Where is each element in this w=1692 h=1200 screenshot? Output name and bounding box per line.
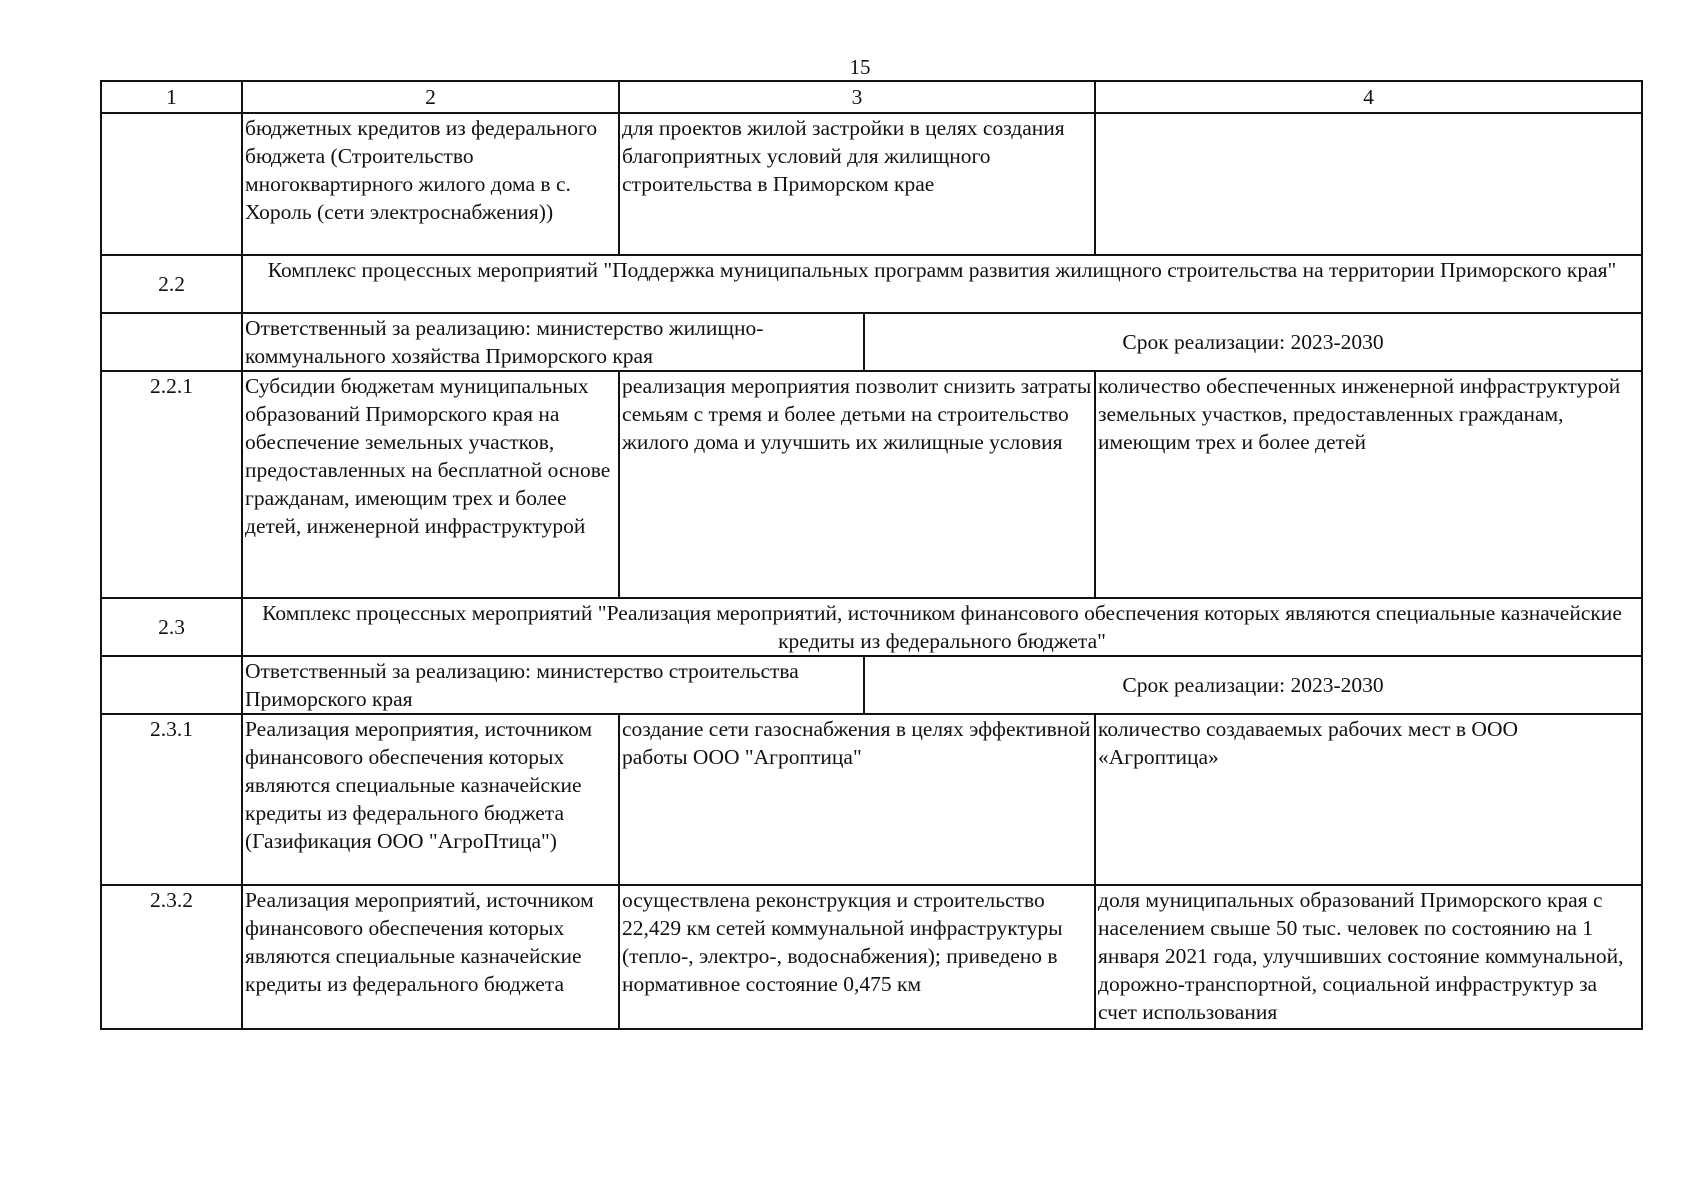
measure-name-cell: бюджетных кредитов из федерального бюджета (Строительство многоквартирного жилого дома в с. Хороль (сети электроснабжения)) [242, 113, 619, 255]
measure-result-cell: создание сети газоснабжения в целях эффективной работы ООО "Агроптица" [619, 714, 1095, 885]
section-number: 2.2 [101, 255, 242, 313]
responsible-term-cell [242, 313, 1642, 371]
section-title: Комплекс процессных мероприятий "Реализация мероприятий, источником финансового обеспечения которых являются специальные казначейские кредиты из федерального бюджета" [242, 598, 1642, 656]
table-row [101, 714, 1642, 885]
measure-name-cell: Реализация мероприятий, источником финансового обеспечения которых являются специальные казначейские кредиты из федерального бюджета [242, 885, 619, 1029]
column-number-2: 2 [242, 81, 619, 113]
document-table-container [100, 80, 1641, 1030]
row-number [101, 113, 242, 255]
responsible-text: Ответственный за реализацию: министерство строительства Приморского края [243, 657, 865, 713]
row-number: 2.2.1 [101, 371, 242, 598]
indicator-cell: доля муниципальных образований Приморского края с населением свыше 50 тыс. человек по состоянию на 1 января 2021 года, улучшивших состояние коммунальной, дорожно-транспортной, социальной инфраструктур за счет использования [1095, 885, 1642, 1029]
row-number-empty [101, 313, 242, 371]
column-number-1: 1 [101, 81, 242, 113]
measure-result-cell: реализация мероприятия позволит снизить затраты семьям с тремя и более детьми на строительство жилого дома и улучшить их жилищные условия [619, 371, 1095, 598]
section-header-row [101, 255, 1642, 313]
section-title: Комплекс процессных мероприятий "Поддержка муниципальных программ развития жилищного строительства на территории Приморского края" [242, 255, 1642, 313]
responsible-row [101, 656, 1642, 714]
table-row [101, 885, 1642, 1029]
responsible-text: Ответственный за реализацию: министерство жилищно-коммунального хозяйства Приморского края [243, 314, 865, 370]
term-text: Срок реализации: 2023-2030 [1122, 330, 1384, 354]
row-number: 2.3.1 [101, 714, 242, 885]
indicator-cell: количество обеспеченных инженерной инфраструктурой земельных участков, предоставленных гражданам, имеющим трех и более детей [1095, 371, 1642, 598]
measure-result-cell: осуществлена реконструкция и строительство 22,429 км сетей коммунальной инфраструктуры (тепло-, электро-, водоснабжения); приведено в нормативное состояние 0,475 км [619, 885, 1095, 1029]
column-number-4: 4 [1095, 81, 1642, 113]
table-row [101, 113, 1642, 255]
section-header-row [101, 598, 1642, 656]
column-numbers-row [101, 81, 1642, 113]
responsible-term-cell [242, 656, 1642, 714]
measures-table [100, 80, 1643, 1030]
row-number: 2.3.2 [101, 885, 242, 1029]
table-row [101, 371, 1642, 598]
measure-name-cell: Субсидии бюджетам муниципальных образований Приморского края на обеспечение земельных участков, предоставленных на бесплатной основе гражданам, имеющим трех и более детей, инженерной инфраструктурой [242, 371, 619, 598]
indicator-cell [1095, 113, 1642, 255]
page-number: 15 [849, 55, 871, 79]
measure-name-cell: Реализация мероприятия, источником финансового обеспечения которых являются специальные казначейские кредиты из федерального бюджета (Газификация ООО "АгроПтица") [242, 714, 619, 885]
section-number: 2.3 [101, 598, 242, 656]
row-number-empty [101, 656, 242, 714]
responsible-row [101, 313, 1642, 371]
measure-result-cell: для проектов жилой застройки в целях создания благоприятных условий для жилищного строительства в Приморском крае [619, 113, 1095, 255]
column-number-3: 3 [619, 81, 1095, 113]
indicator-cell: количество создаваемых рабочих мест в ООО «Агроптица» [1095, 714, 1642, 885]
term-text: Срок реализации: 2023-2030 [1122, 673, 1384, 697]
